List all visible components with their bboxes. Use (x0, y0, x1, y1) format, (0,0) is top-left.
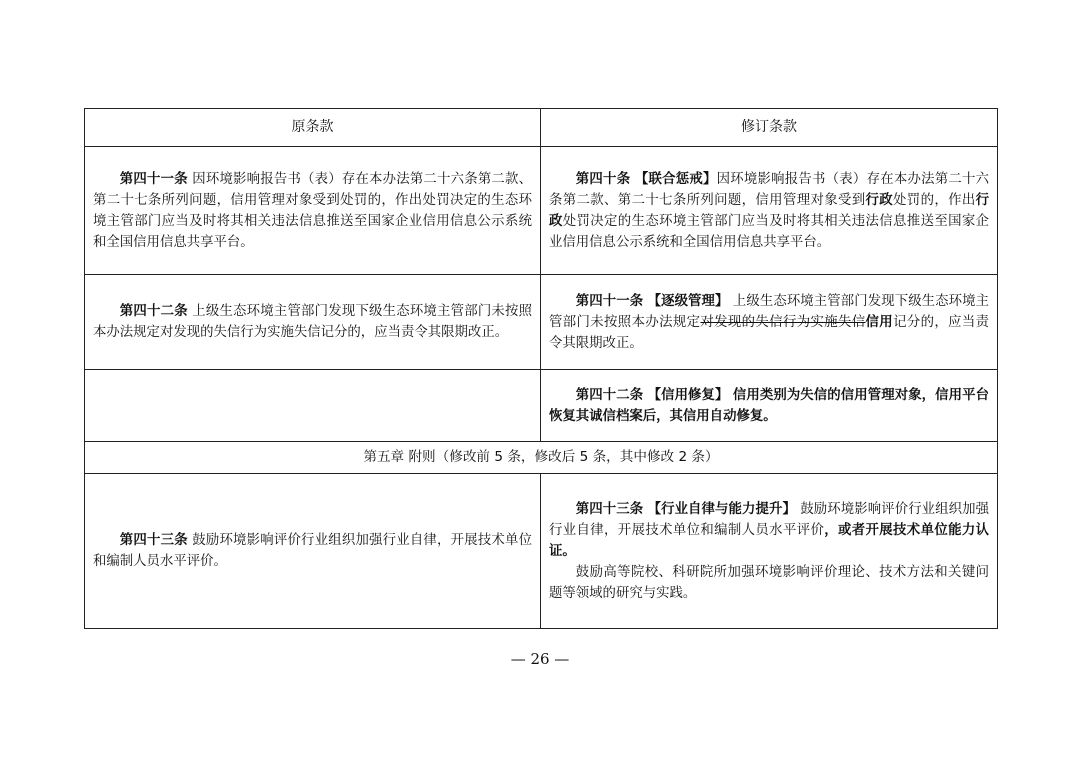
clause-text: 上级生态环境主管部门发现下级生态环境主管部门未按照本办法规定对发现的失信行为实施失信记分的，应当责令其限期改正。 (93, 304, 533, 340)
clause-number: 第四十一条 (575, 293, 644, 309)
clause-number: 第四十二条 (575, 387, 644, 403)
clause-number: 第四十三条 (119, 533, 188, 548)
clause-paragraph (549, 499, 989, 562)
header-original: 原条款 (85, 109, 541, 147)
revised-clause-cell (541, 370, 998, 442)
clause-text: 因环境影响报告书（表）存在本办法第二十六条第二款、第二十七条所列问题，信用管理对象受到 (549, 171, 990, 208)
original-clause-cell-empty (85, 370, 541, 442)
table-row (85, 370, 998, 442)
clause-number: 第四十条 (575, 171, 631, 187)
added-text: 信用类别为失信的信用管理对象，信用平台恢复其诚信档案后，其信用自动修复。 (549, 387, 990, 424)
table-row (85, 275, 998, 370)
revised-clause-cell (541, 147, 998, 275)
clause-paragraph (549, 385, 989, 427)
added-text: 行政 (549, 192, 990, 229)
clause-paragraph (549, 169, 989, 253)
revised-clause-cell (541, 275, 998, 370)
clause-paragraph (93, 301, 532, 343)
chapter-heading: 第五章 附则（修改前 5 条，修改后 5 条，其中修改 2 条） (85, 442, 998, 474)
clause-text: 记分的，应当责令其限期改正。 (549, 314, 990, 351)
clause-text: 鼓励环境影响评价行业组织加强行业自律，开展技术单位和编制人员水平评价。 (93, 533, 533, 569)
header-revised: 修订条款 (541, 109, 998, 147)
clause-paragraph (549, 291, 989, 354)
original-clause-cell (85, 147, 541, 275)
original-clause-cell (85, 275, 541, 370)
clause-paragraph (93, 169, 532, 253)
clause-tag: 【逐级管理】 (647, 293, 729, 309)
clause-tag: 【行业自律与能力提升】 (647, 501, 796, 517)
page-number: — 26 — (510, 650, 570, 668)
clause-number: 第四十二条 (119, 304, 188, 319)
chapter-row (85, 442, 998, 474)
added-text: 行政 (865, 192, 894, 208)
clause-text: 处罚的，作出 (893, 192, 976, 208)
clause-tag: 【联合惩戒】 (634, 171, 717, 187)
added-paragraph: 鼓励高等院校、科研院所加强环境影响评价理论、技术方法和关键问题等领域的研究与实践。 (549, 564, 989, 601)
table-row (85, 147, 998, 275)
added-text: ，或者开展技术单位能力认证。 (549, 522, 990, 559)
clause-text: 上级生态环境主管部门发现下级生态环境主管部门未按照本办法规定 (549, 293, 990, 330)
revised-clause-cell (541, 474, 998, 629)
clause-text: 处罚决定的生态环境主管部门应当及时将其相关违法信息推送至国家企业信用信息公示系统和全国信用信息共享平台。 (549, 213, 990, 250)
clause-text: 鼓励环境影响评价行业组织加强行业自律，开展技术单位和编制人员水平评价 (549, 501, 990, 538)
clause-text: 因环境影响报告书（表）存在本办法第二十六条第二款、第二十七条所列问题，信用管理对象受到处罚的，作出处罚决定的生态环境主管部门应当及时将其相关违法信息推送至国家企业信用信息公示系统和全国信用信息共享平台。 (93, 171, 533, 250)
table-row (85, 474, 998, 629)
added-text: 信用 (865, 314, 894, 330)
header-row (85, 109, 998, 147)
original-clause-cell (85, 474, 541, 629)
clause-number: 第四十三条 (575, 501, 644, 517)
clause-number: 第四十一条 (119, 171, 188, 187)
clause-tag: 【信用修复】 (647, 387, 729, 403)
comparison-table (84, 108, 998, 629)
deleted-text: 对发现的失信行为实施失信 (700, 314, 866, 330)
clause-paragraph (93, 530, 532, 572)
